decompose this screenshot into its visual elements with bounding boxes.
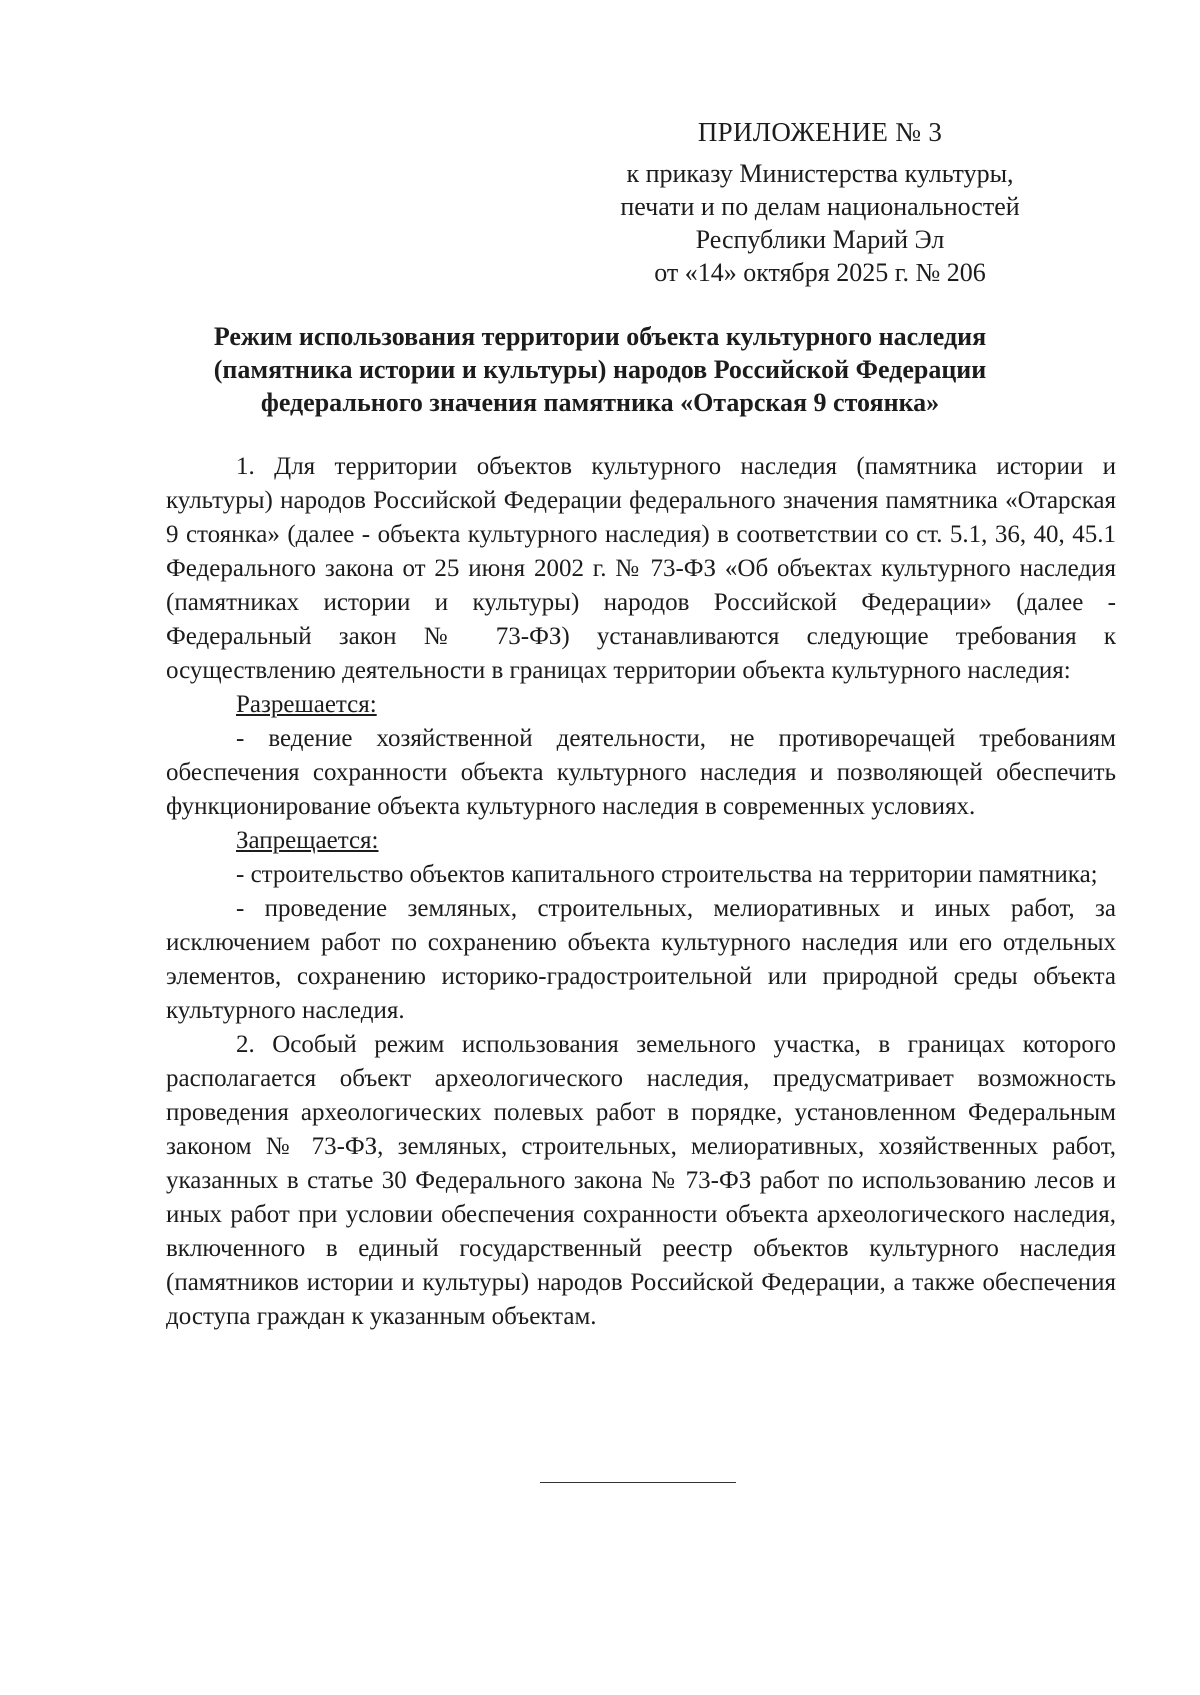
title-line: (памятника истории и культуры) народов Российской Федерации [213,355,987,384]
title-line: Режим использования территории объекта культурного наследия [213,322,987,351]
allowed-item: - ведение хозяйственной деятельности, не противоречащей требованиям обеспечения сохранности объекта культурного наследия и позволяющей обеспечить функционирование объекта культурного наследия в современных условиях. [166,725,1116,820]
appendix-line: печати и по делам национальностей [620,192,1020,221]
appendix-line: к приказу Министерства культуры, [626,159,1014,188]
paragraph-2: 2. Особый режим использования земельного участка, в границах которого располагается объект археологического наследия, предусматривает возможность проведения археологических полевых работ в порядке, установленном Федеральным законом № 73-ФЗ, земляных, строительных, мелиоративных, хозяйственных работ, указанных в статье 30 Федерального закона № 73-ФЗ работ по использованию лесов и иных работ при условии обеспечения сохранности объекта археологического наследия, включенного в единый государственный реестр объектов культурного наследия (памятников истории и культуры) народов Российской Федерации, а также обеспечения доступа граждан к указанным объектам. [166,1031,1116,1330]
forbidden-label: Запрещается: [236,827,379,854]
closing-rule [540,1482,736,1483]
forbidden-item-1: - строительство объектов капитального строительства на территории памятника; [236,861,1098,888]
title-line: федерального значения памятника «Отарская 9 стоянка» [260,388,940,417]
appendix-header [560,116,1080,289]
appendix-line: Республики Марий Эл [695,225,945,254]
document-body [166,450,1116,1334]
paragraph-1: 1. Для территории объектов культурного наследия (памятника истории и культуры) народов Российской Федерации федерального значения памятника «Отарская 9 стоянка» (далее - объекта культурного наследия) в соответствии со ст. 5.1, 36, 40, 45.1 Федерального закона от 25 июня 2002 г. № 73-ФЗ «Об объектах культурного наследия (памятниках истории и культуры) народов Российской Федерации» (далее - Федеральный закон № 73-ФЗ) устанавливаются следующие требования к осуществлению деятельности в границах территории объекта культурного наследия: [166,453,1116,684]
appendix-line: от «14» октября 2025 г. № 206 [654,258,986,287]
forbidden-item-2: - проведение земляных, строительных, мелиоративных и иных работ, за исключением работ по сохранению объекта культурного наследия или его отдельных элементов, сохранению историко-градостроительной или природной среды объекта культурного наследия. [166,895,1116,1024]
appendix-title: ПРИЛОЖЕНИЕ № 3 [697,117,943,147]
allowed-label: Разрешается: [236,691,377,718]
document-title [150,320,1050,419]
